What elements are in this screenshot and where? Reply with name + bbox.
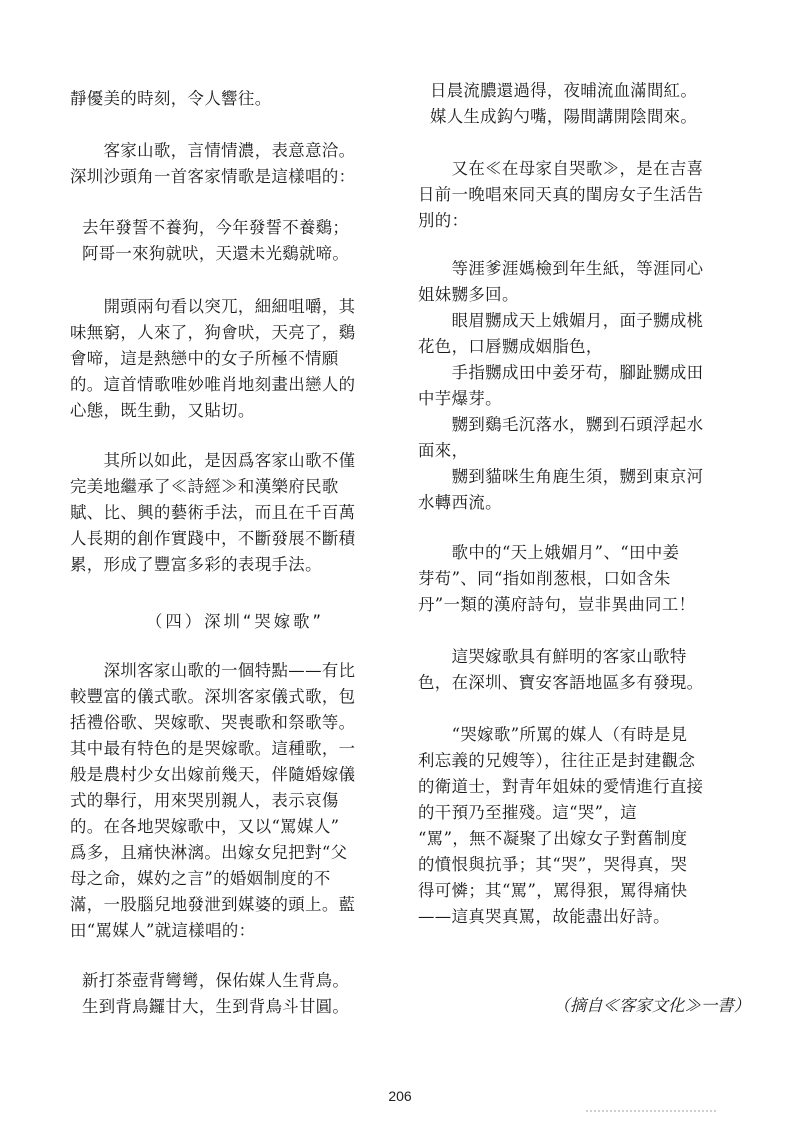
paragraph-6: 又在≪在母家自哭歌≫，是在吉喜 日前一晚唱來同天真的閨房女子生活告 別的： (418, 159, 704, 230)
verse-4: 等涯爹涯媽檢到年生紙，等涯同心 姐妹嬲多回。 眼眉嬲成天上娥媚月，面子嬲成桃 花色，口唇嬲成姻脂色， 手指嬲成田中姜牙苟，腳趾嬲成田 中芋爆芽。 嬲到鷄毛沉落水，嬲到石頭浮起水 面來， 嬲到貓咪生角鹿生須，嬲到東京河 水轉西流。 (418, 259, 704, 512)
left-column (70, 70, 400, 1020)
paragraph-5: 深圳客家山歌的一個特點——有比 較豐富的儀式歌。深圳客家儀式歌，包 括禮俗歌、哭嫁歌、哭喪歌和祭歌等。 其中最有特色的是哭嫁歌。這種歌，一 般是農村少女出嫁前幾天，伴隨婚嫁儀 式的舉行，用來哭別親人，表示哀傷 的。在各地哭嫁歌中，又以“罵媒人” 爲多，且痛快淋漓。出嫁女兒把對“父 母之命，媒妁之言”的婚姻制度的不 滿，一股腦兒地發泄到媒婆的頭上。藍 田“罵媒人”就這樣唱的： (70, 661, 356, 940)
right-column (418, 70, 752, 1016)
source-note: （摘自≪客家文化≫一書） (553, 996, 750, 1015)
paragraph-2: 客家山歌，言情情濃，表意意洽。 深圳沙頭角一首客家情歌是這樣唱的： (70, 141, 356, 186)
paragraph-1: 靜優美的時刻，令人響往。 (70, 89, 272, 108)
paragraph-4: 其所以如此，是因爲客家山歌不僅 完美地繼承了≪詩經≫和漢樂府民歌 賦、比、興的藝術手法，而且在千百萬 人長期的創作實踐中，不斷發展不斷積 累，形成了豐富多彩的表現手法。 (70, 451, 356, 574)
verse-2: 新打茶壺背彎彎，保佑媒人生背鳥。 生到背鳥鑼甘大，生到背鳥斗甘圓。 (82, 971, 350, 1016)
section-heading: （四）深圳“哭嫁歌” (145, 612, 325, 631)
scan-edge-mark (586, 1110, 716, 1115)
paragraph-8: 這哭嫁歌具有鮮明的客家山歌特 色，在深圳、寶安客語地區多有發現。 (418, 647, 704, 692)
paragraph-9: “哭嫁歌”所罵的媒人（有時是見 利忘義的兄嫂等），往往正是封建觀念 的衛道士，對青年姐妹的愛情進行直接 的干預乃至摧殘。這“哭”，這 “罵”，無不凝聚了出嫁女子對舊制度 的憤恨與抗爭；其“哭”，哭得真，哭 得可憐；其“罵”，罵得狠，罵得痛快 ——這真哭真罵，故能盡出好詩。 (418, 725, 704, 926)
verse-3: 日晨流膿還過得，夜晡流血滿間紅。 媒人生成鈎勺嘴，陽間講開陰間來。 (430, 81, 698, 126)
paragraph-7: 歌中的“天上娥媚月”、“田中姜 芽苟”、同“指如削葱根，口如含朱 丹”一類的漢府詩句，豈非異曲同工！ (418, 543, 696, 614)
verse-1: 去年發誓不養狗，今年發誓不養鷄； 阿哥一來狗就吠，天還未光鷄就啼。 (82, 218, 350, 263)
page-number: 206 (388, 1088, 412, 1104)
paragraph-3: 開頭兩句看以突兀，細細咀嚼，其 味無窮，人來了，狗會吠，天亮了，鷄 會啼，這是熱戀中的女子所極不情願 的。這首情歌唯妙唯肖地刻畫出戀人的 心態，既生動，又貼切。 (70, 297, 356, 420)
